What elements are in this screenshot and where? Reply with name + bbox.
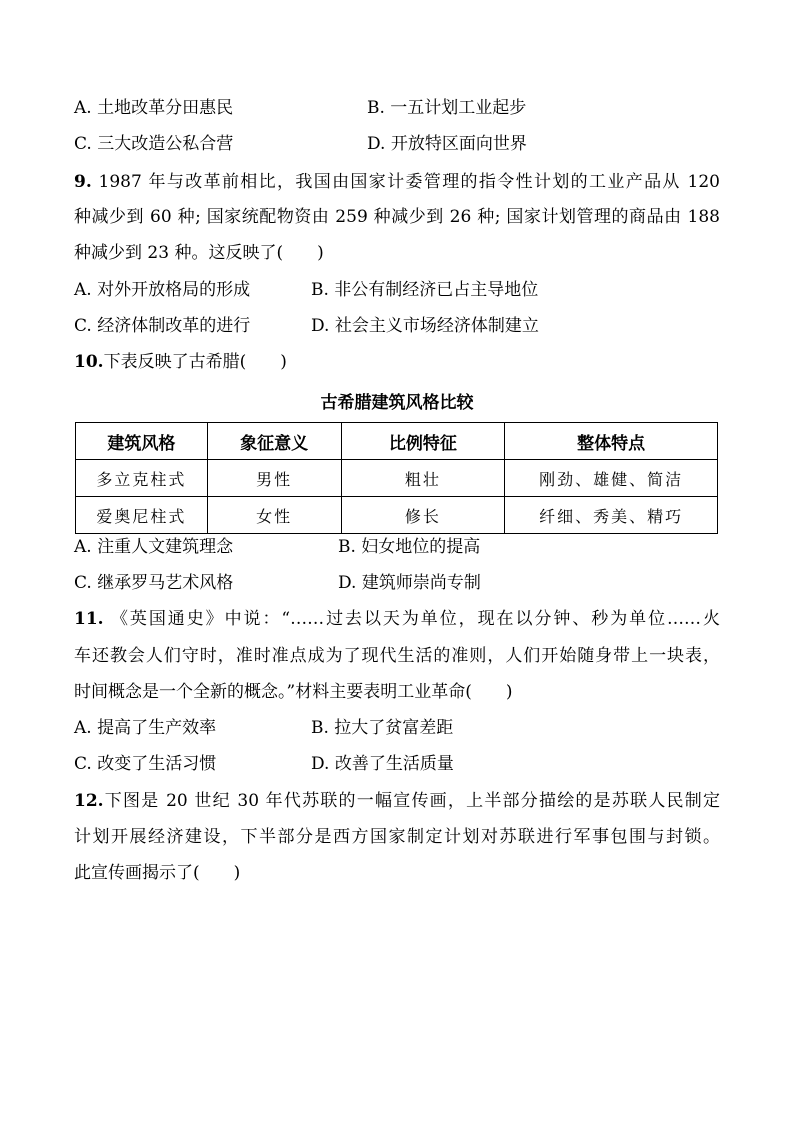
q12-stem-line1 — [74, 790, 720, 812]
q12-stem-line3: 此宣传画揭示了( ) — [74, 863, 241, 883]
q11-number: 11. — [74, 609, 104, 629]
q12-text-1: 下图是 20 世纪 30 年代苏联的一幅宣传画，上半部分描绘的是苏联人民制定 — [103, 791, 720, 811]
q11-option-b: B. 拉大了贫富差距 — [311, 718, 454, 738]
q11-stem-line2: 车还教会人们守时，准时准点成为了现代生活的准则，人们开始随身带上一块表， — [74, 646, 720, 666]
q9-text-1: 1987 年与改革前相比，我国由国家计委管理的指令性计划的工业产品从 120 — [98, 172, 720, 192]
q10-text: 下表反映了古希腊( ) — [103, 352, 287, 372]
q9-stem-line3: 种减少到 23 种。这反映了( ) — [74, 243, 324, 263]
table-cell: 纤细、秀美、精巧 — [505, 497, 718, 534]
table-header-cell: 象征意义 — [207, 423, 341, 460]
q11-option-d: D. 改善了生活质量 — [311, 754, 454, 774]
q9-option-b: B. 非公有制经济已占主导地位 — [311, 280, 539, 300]
table-cell: 爱奥尼柱式 — [76, 497, 208, 534]
q10-option-c: C. 继承罗马艺术风格 — [74, 573, 234, 593]
q9-option-d: D. 社会主义市场经济体制建立 — [311, 316, 539, 336]
q8-option-a: A. 土地改革分田惠民 — [74, 98, 234, 118]
table-header-row — [76, 423, 718, 460]
table-header-cell: 建筑风格 — [76, 423, 208, 460]
table-row — [76, 460, 718, 497]
q9-stem-line2: 种减少到 60 种; 国家统配物资由 259 种减少到 26 种; 国家计划管理的商品由 188 — [74, 207, 720, 227]
q11-stem-line1 — [74, 608, 720, 630]
architecture-table — [75, 422, 718, 534]
q9-stem-line1 — [74, 171, 720, 193]
q8-option-b: B. 一五计划工业起步 — [367, 98, 527, 118]
q11-stem-line3: 时间概念是一个全新的概念。”材料主要表明工业革命( ) — [74, 682, 513, 702]
table-cell: 修长 — [341, 497, 505, 534]
q10-option-b: B. 妇女地位的提高 — [338, 537, 481, 557]
q8-option-c: C. 三大改造公私合营 — [74, 134, 234, 154]
q12-stem-line2: 计划开展经济建设，下半部分是西方国家制定计划对苏联进行军事包围与封锁。 — [74, 827, 720, 847]
q11-text-1: 《英国通史》中说：“……过去以天为单位，现在以分钟、秒为单位……火 — [110, 609, 720, 629]
q8-option-d: D. 开放特区面向世界 — [367, 134, 527, 154]
q10-option-a: A. 注重人文建筑理念 — [74, 537, 234, 557]
table-header-cell: 比例特征 — [341, 423, 505, 460]
table-cell: 女性 — [207, 497, 341, 534]
q9-option-a: A. 对外开放格局的形成 — [74, 280, 251, 300]
q11-option-c: C. 改变了生活习惯 — [74, 754, 217, 774]
q9-option-c: C. 经济体制改革的进行 — [74, 316, 251, 336]
q11-option-a: A. 提高了生产效率 — [74, 718, 217, 738]
q9-number: 9. — [74, 172, 92, 192]
q10-stem — [74, 351, 287, 373]
q10-option-d: D. 建筑师崇尚专制 — [338, 573, 481, 593]
table-cell: 男性 — [207, 460, 341, 497]
table-header-cell: 整体特点 — [505, 423, 718, 460]
q10-number: 10. — [74, 352, 104, 372]
table-cell: 刚劲、雄健、简洁 — [505, 460, 718, 497]
table-cell: 多立克柱式 — [76, 460, 208, 497]
q12-number: 12. — [74, 791, 104, 811]
table-row — [76, 497, 718, 534]
table-cell: 粗壮 — [341, 460, 505, 497]
table-title: 古希腊建筑风格比较 — [320, 393, 474, 413]
